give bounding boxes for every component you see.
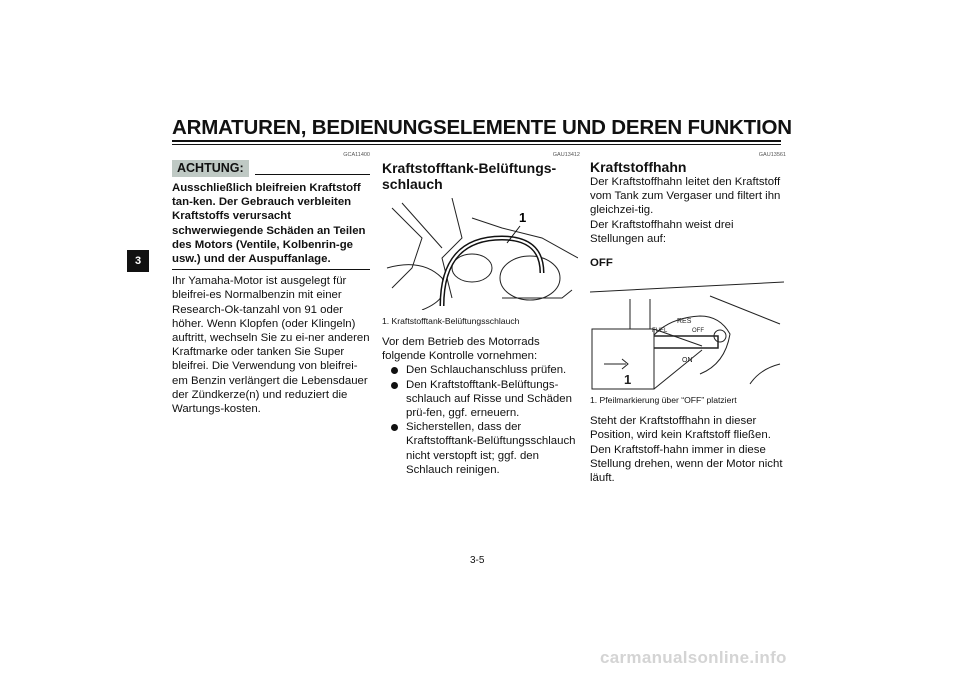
ref-code: GAU13561 (758, 152, 786, 158)
column-1 (172, 152, 370, 416)
figure-callout: 1 (519, 210, 527, 225)
page-title: ARMATUREN, BEDIENUNGSELEMENTE UND DEREN FUNKTION (172, 116, 792, 139)
ref-code: GCA11400 (343, 152, 370, 158)
ref-code: GAU13412 (552, 152, 580, 158)
fuel-cock-illustration (590, 274, 784, 392)
subheading-off: OFF (590, 257, 613, 270)
caution-end-rule (172, 269, 370, 270)
section-heading: Kraftstofftank-Belüftungs-schlauch (382, 160, 557, 192)
check-list (388, 363, 580, 477)
title-rule-thin (172, 144, 781, 145)
fuel-label: FUEL (652, 328, 668, 335)
intro-text: Vor dem Betrieb des Motorrads folgende Kontrolle vornehmen: (382, 336, 540, 363)
title-rule (172, 140, 781, 142)
paragraph: Der Kraftstoffhahn weist drei Stellungen auf: (590, 218, 734, 245)
caution-rule (255, 174, 370, 175)
paragraph: Steht der Kraftstoffhahn in dieser Position, wird kein Kraftstoff fließen. Den Kraftstoff-hahn immer in diese Stellung drehen, wenn der Motor nicht läuft. (590, 415, 783, 485)
list-item: Den Kraftstofftank-Belüftungs-schlauch auf Risse und Schäden prü-fen, ggf. erneuern. (388, 378, 580, 421)
figure-callout: 1 (624, 372, 632, 388)
res-label: RES (677, 318, 692, 326)
column-2 (382, 152, 580, 477)
caution-label: ACHTUNG: (172, 160, 249, 177)
figure-caption: 1. Pfeilmarkierung über “OFF” platziert (590, 395, 737, 406)
caution-header (172, 160, 370, 177)
column-3 (590, 152, 786, 485)
section-tab: 3 (127, 250, 149, 272)
paragraph: Der Kraftstoffhahn leitet den Kraftstoff vom Tank zum Vergaser und filtert ihn gleichzei-tig. (590, 176, 781, 217)
breather-hose-illustration (382, 198, 578, 310)
fuel-body-text: Ihr Yamaha-Motor ist ausgelegt für bleifrei-es Normalbenzin mit einer Research-Ok-tanzahl von 91 oder höher. Wenn Klopfen (oder Klingeln) auftritt, wechseln Sie zu ei-ner anderen Kraftmarke oder tanken Sie Super bleifrei. Die Verwendung von bleifrei-em Benzin verlängert die Lebensdauer der Zündkerze(n) und reduziert die Wartungs-kosten. (172, 275, 370, 416)
figure-caption: 1. Kraftstofftank-Belüftungsschlauch (382, 316, 520, 326)
page-number: 3-5 (470, 555, 485, 566)
on-label: ON (682, 357, 693, 365)
section-heading: Kraftstoffhahn (590, 159, 687, 175)
caution-text: Ausschließlich bleifreien Kraftstoff tan-ken. Der Gebrauch verbleiten Kraftstoffs verursacht schwerwiegende Schäden an Teilen des Motors (Ventile, Kolbenrin-ge usw.) und der Auspuffanlage. (172, 182, 366, 266)
list-item: Den Schlauchanschluss prüfen. (388, 363, 580, 377)
off-label: OFF (692, 328, 704, 335)
watermark: carmanualsonline.info (600, 648, 787, 667)
list-item: Sicherstellen, dass der Kraftstofftank-Belüftungsschlauch nicht verstopft ist; ggf. den Schlauch reinigen. (388, 420, 580, 477)
